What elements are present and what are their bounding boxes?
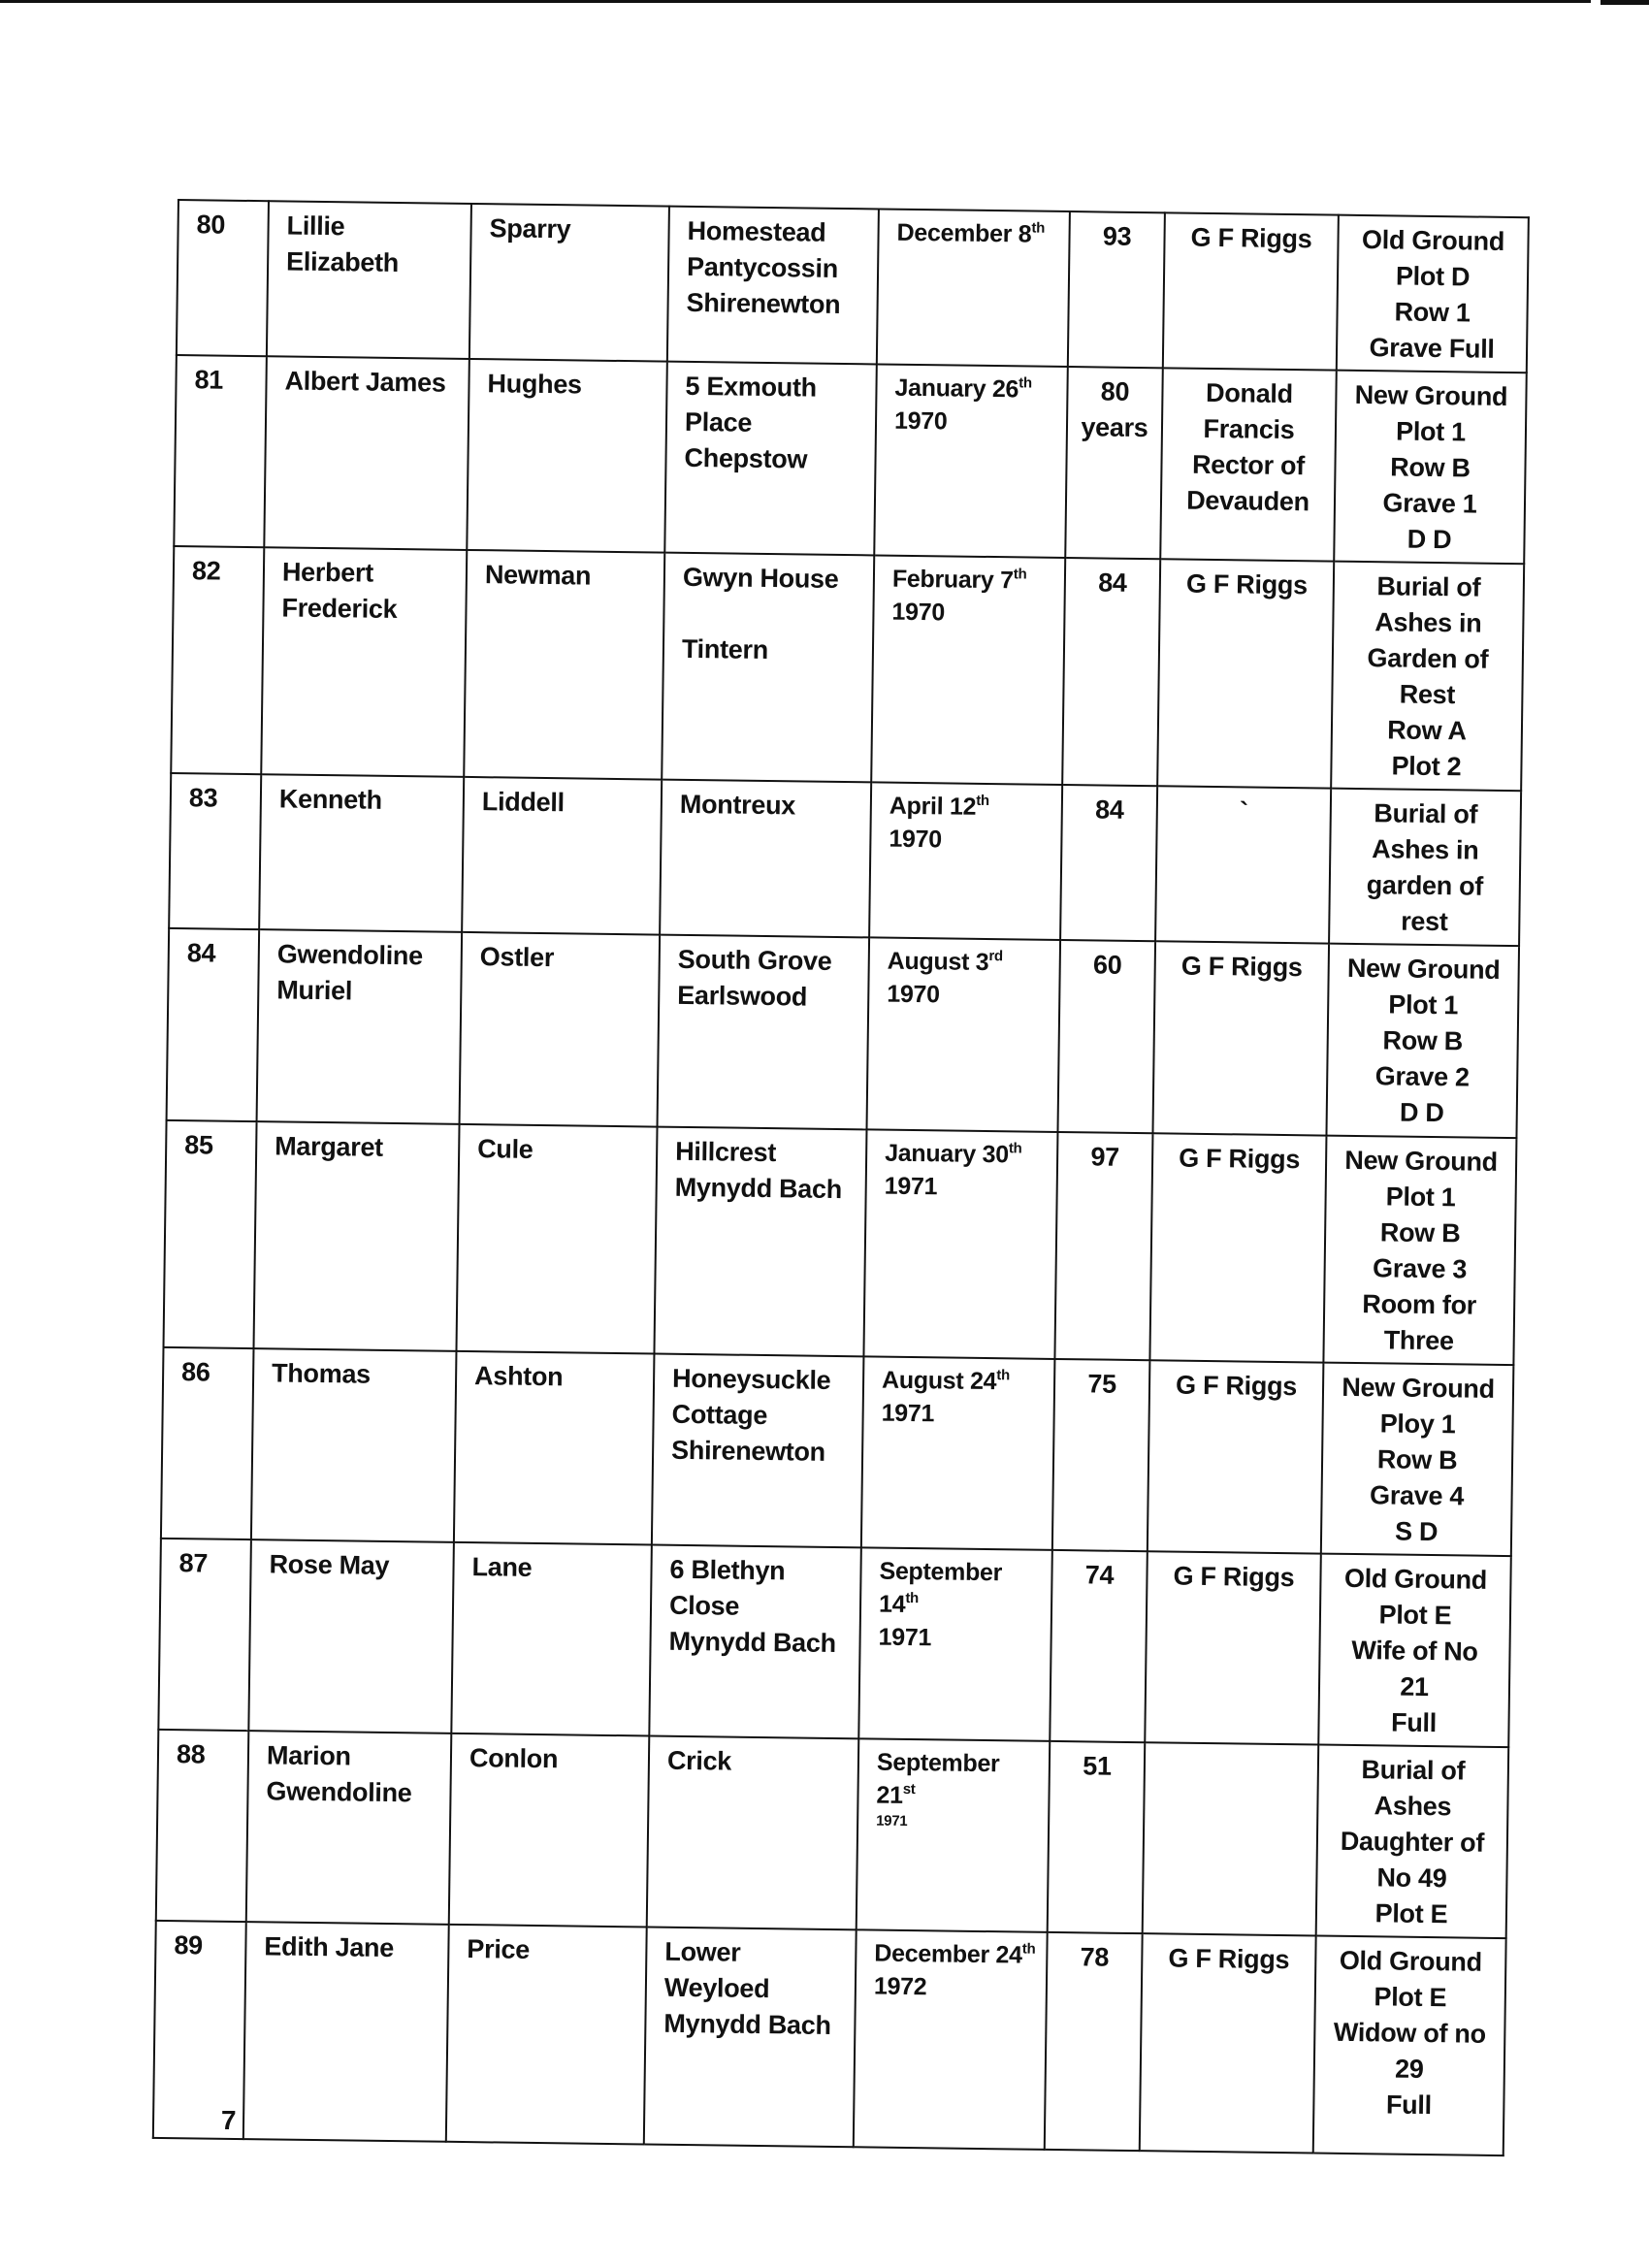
scan-edge-mark bbox=[1600, 0, 1649, 5]
table-row bbox=[164, 1120, 1517, 1365]
entry-number-cell: 80 bbox=[177, 200, 269, 356]
officiant-cell: G F Riggs bbox=[1152, 941, 1329, 1135]
grave-location-cell: Old Ground Plot E Wife of No 21 Full bbox=[1318, 1554, 1511, 1748]
age-cell: 75 bbox=[1052, 1359, 1150, 1551]
age-cell: 78 bbox=[1045, 1932, 1143, 2151]
date-ordinal-suffix: th bbox=[1018, 374, 1032, 392]
officiant-cell: Donald Francis Rector of Devauden bbox=[1160, 368, 1337, 561]
officiant-cell: G F Riggs bbox=[1149, 1133, 1326, 1362]
entry-number-cell: 88 bbox=[156, 1730, 249, 1922]
burial-date-cell bbox=[854, 1929, 1048, 2150]
officiant-cell: ` bbox=[1155, 786, 1331, 943]
date-text: August 3 bbox=[887, 947, 989, 977]
table-row bbox=[153, 1921, 1506, 2155]
table-row bbox=[167, 928, 1519, 1138]
surname-cell: Sparry bbox=[469, 204, 669, 362]
burial-register-table bbox=[152, 199, 1530, 2156]
entry-number-cell: 84 bbox=[167, 928, 260, 1121]
date-year: 1970 bbox=[893, 406, 948, 436]
abode-cell: Hillcrest Mynydd Bach bbox=[654, 1127, 866, 1357]
grave-location-cell: New Ground Plot 1 Row B Grave 3 Room for Three bbox=[1323, 1136, 1516, 1366]
page-number: 7 bbox=[221, 2105, 237, 2135]
date-ordinal-suffix: th bbox=[1031, 219, 1046, 237]
officiant-cell: G F Riggs bbox=[1148, 1360, 1324, 1553]
entry-number-cell: 81 bbox=[174, 355, 267, 547]
date-year: 1970 bbox=[887, 980, 940, 1009]
age-cell: 51 bbox=[1048, 1741, 1146, 1933]
date-year: 1971 bbox=[881, 1399, 935, 1428]
grave-location-cell: Old Ground Plot E Widow of no 29 Full bbox=[1313, 1936, 1506, 2156]
entry-number-cell: 82 bbox=[171, 546, 264, 774]
age-cell: 84 bbox=[1060, 785, 1157, 941]
table-row bbox=[174, 355, 1526, 564]
date-text: April 12 bbox=[889, 792, 977, 821]
burial-date-cell bbox=[858, 1547, 1052, 1741]
officiant-cell: G F Riggs bbox=[1163, 212, 1339, 370]
surname-cell: Ashton bbox=[454, 1351, 655, 1545]
entry-number-cell: 83 bbox=[169, 773, 261, 929]
grave-location-cell: Burial of Ashes in garden of rest bbox=[1329, 789, 1521, 947]
entry-number-cell: 87 bbox=[158, 1539, 251, 1731]
forenames-cell: Margaret bbox=[253, 1121, 459, 1351]
date-text: August 24 bbox=[881, 1366, 997, 1396]
age-cell: 74 bbox=[1050, 1550, 1148, 1742]
date-ordinal-suffix: th bbox=[1013, 566, 1027, 583]
age-cell: 60 bbox=[1057, 940, 1155, 1133]
officiant-cell: G F Riggs bbox=[1145, 1551, 1321, 1744]
abode-cell: Honeysuckle Cottage Shirenewton bbox=[652, 1354, 864, 1548]
age-cell: 80 years bbox=[1065, 367, 1163, 559]
burial-date-cell bbox=[867, 937, 1061, 1132]
abode-cell: 6 Blethyn Close Mynydd Bach bbox=[649, 1545, 861, 1739]
abode-cell: Montreux bbox=[660, 780, 871, 938]
surname-cell: Conlon bbox=[449, 1733, 650, 1928]
date-year: 1971 bbox=[876, 1812, 908, 1830]
burial-date-cell bbox=[874, 364, 1068, 558]
entry-number-cell: 85 bbox=[164, 1120, 257, 1348]
burial-date-cell bbox=[871, 555, 1065, 785]
grave-location-cell: Old Ground Plot D Row 1 Grave Full bbox=[1337, 215, 1529, 373]
officiant-cell: G F Riggs bbox=[1140, 1933, 1316, 2153]
surname-cell: Lane bbox=[451, 1542, 652, 1736]
date-ordinal-suffix: th bbox=[1008, 1140, 1022, 1157]
table-row bbox=[156, 1730, 1508, 1938]
burial-date-cell bbox=[857, 1738, 1051, 1932]
abode-cell: 5 Exmouth Place Chepstow bbox=[664, 362, 877, 556]
date-ordinal-suffix: th bbox=[976, 792, 989, 810]
entry-number-cell: 86 bbox=[161, 1347, 254, 1539]
grave-location-cell: New Ground Plot 1 Row B Grave 1 D D bbox=[1334, 371, 1527, 565]
burial-date-cell bbox=[877, 209, 1070, 367]
abode-cell: Lower Weyloed Mynydd Bach bbox=[644, 1927, 857, 2147]
table-row bbox=[177, 200, 1529, 373]
grave-location-cell: Burial of Ashes in Garden of Rest Row A Plot 2 bbox=[1331, 562, 1524, 792]
forenames-cell: Herbert Frederick bbox=[261, 547, 467, 777]
surname-cell: Newman bbox=[464, 550, 664, 780]
surname-cell: Hughes bbox=[467, 359, 667, 553]
date-ordinal-suffix: th bbox=[1021, 1940, 1036, 1958]
grave-location-cell: Burial of Ashes Daughter of No 49 Plot E bbox=[1316, 1745, 1509, 1939]
date-year: 1971 bbox=[878, 1623, 932, 1652]
age-cell: 93 bbox=[1068, 211, 1165, 368]
date-text: December 8 bbox=[896, 218, 1032, 248]
grave-location-cell: New Ground Plot 1 Row B Grave 2 D D bbox=[1326, 944, 1519, 1139]
top-border-line bbox=[0, 0, 1591, 3]
date-ordinal-suffix: st bbox=[902, 1780, 916, 1798]
forenames-cell: Rose May bbox=[248, 1539, 454, 1733]
date-year: 1971 bbox=[884, 1172, 938, 1201]
forenames-cell: Edith Jane bbox=[243, 1922, 449, 2142]
forenames-cell: Kenneth bbox=[259, 774, 464, 932]
surname-cell: Liddell bbox=[462, 777, 662, 935]
date-text: February 7 bbox=[891, 565, 1014, 595]
forenames-cell: Marion Gwendoline bbox=[246, 1731, 452, 1925]
entry-number-cell: 89 bbox=[153, 1921, 246, 2139]
age-cell: 84 bbox=[1062, 558, 1160, 786]
grave-location-cell: New Ground Ploy 1 Row B Grave 4 S D bbox=[1321, 1363, 1514, 1557]
abode-cell: South Grove Earlswood bbox=[658, 935, 870, 1130]
burial-date-cell bbox=[861, 1356, 1055, 1550]
forenames-cell: Gwendoline Muriel bbox=[257, 929, 463, 1124]
burial-date-cell bbox=[863, 1129, 1057, 1359]
date-text: September 21 bbox=[876, 1748, 1000, 1809]
abode-cell: Homestead Pantycossin Shirenewton bbox=[667, 207, 879, 365]
forenames-cell: Lillie Elizabeth bbox=[267, 201, 471, 359]
officiant-cell bbox=[1143, 1742, 1319, 1935]
burial-date-cell bbox=[869, 782, 1062, 940]
table-row bbox=[161, 1347, 1513, 1556]
date-text: September 14 bbox=[878, 1557, 1003, 1618]
surname-cell: Ostler bbox=[460, 932, 661, 1127]
officiant-cell: G F Riggs bbox=[1157, 559, 1334, 788]
abode-cell: Gwyn House Tintern bbox=[662, 553, 874, 783]
forenames-cell: Albert James bbox=[264, 356, 469, 550]
table-row bbox=[171, 546, 1524, 791]
table-row bbox=[158, 1539, 1510, 1747]
abode-cell: Crick bbox=[647, 1736, 859, 1930]
table-row bbox=[169, 773, 1521, 946]
surname-cell: Price bbox=[446, 1925, 647, 2145]
date-ordinal-suffix: th bbox=[905, 1589, 920, 1607]
surname-cell: Cule bbox=[456, 1124, 657, 1354]
date-year: 1970 bbox=[891, 598, 946, 627]
date-ordinal-suffix: rd bbox=[988, 948, 1003, 965]
date-ordinal-suffix: th bbox=[996, 1367, 1011, 1384]
date-text: December 24 bbox=[874, 1939, 1022, 1969]
date-text: January 26 bbox=[894, 373, 1019, 404]
date-year: 1970 bbox=[889, 825, 943, 854]
date-text: January 30 bbox=[885, 1139, 1010, 1169]
date-year: 1972 bbox=[873, 1972, 927, 2001]
age-cell: 97 bbox=[1054, 1132, 1152, 1360]
forenames-cell: Thomas bbox=[251, 1348, 457, 1542]
